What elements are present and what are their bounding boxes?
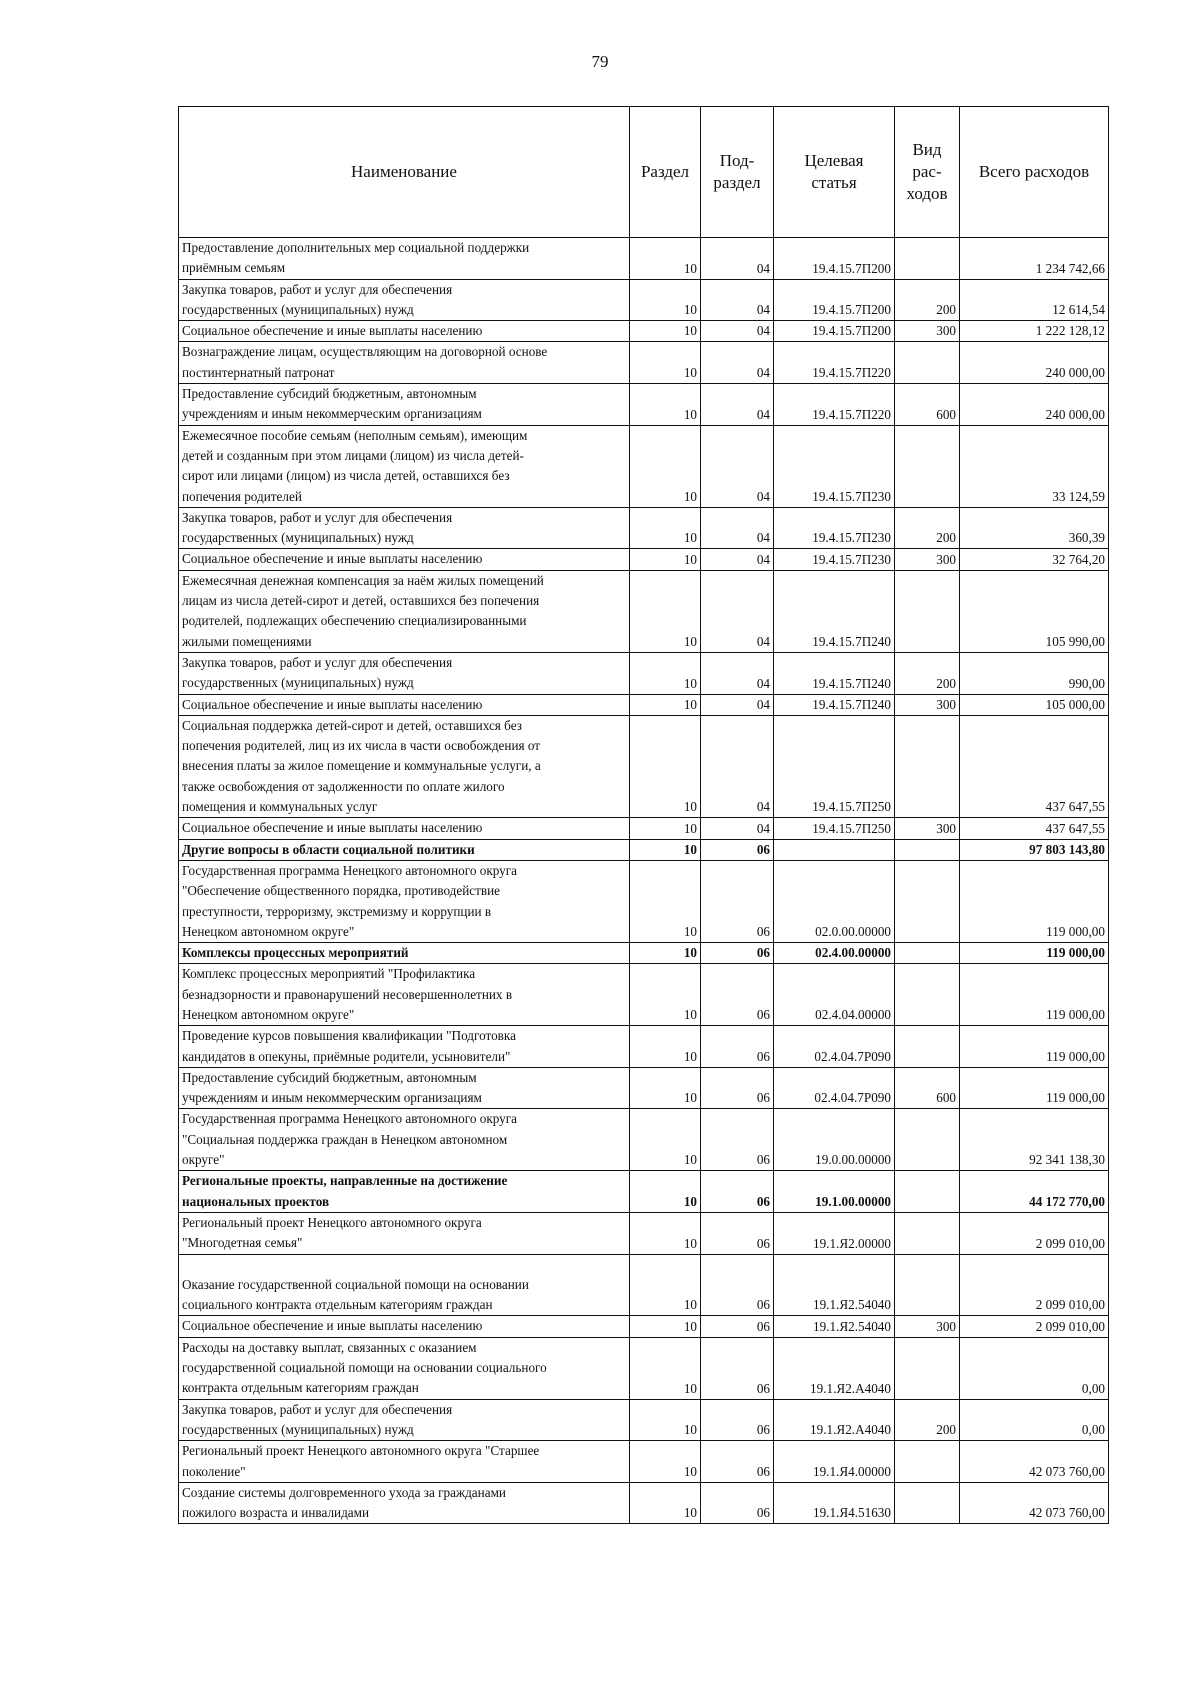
cell-tselevaya: 19.0.00.00000 (774, 1109, 895, 1171)
cell-podrazdel: 04 (701, 238, 774, 280)
cell-razdel: 10 (630, 425, 701, 507)
cell-tselevaya: 19.4.15.7П220 (774, 342, 895, 384)
cell-name: Закупка товаров, работ и услуг для обеспечения государственных (муниципальных) нужд (179, 279, 630, 321)
cell-tselevaya: 19.4.15.7П200 (774, 238, 895, 280)
cell-razdel: 10 (630, 1212, 701, 1254)
cell-podrazdel: 06 (701, 943, 774, 964)
cell-razdel: 10 (630, 1441, 701, 1483)
cell-tselevaya: 19.1.Я4.51630 (774, 1482, 895, 1524)
table-row (179, 1482, 1109, 1524)
cell-tselevaya: 19.1.00.00000 (774, 1171, 895, 1213)
cell-vid (895, 1171, 960, 1213)
cell-total: 437 647,55 (960, 818, 1109, 839)
cell-podrazdel: 06 (701, 1254, 774, 1316)
table-row (179, 1254, 1109, 1316)
cell-podrazdel: 06 (701, 839, 774, 860)
cell-razdel: 10 (630, 694, 701, 715)
table-row (179, 860, 1109, 942)
header-tselevaya: Целевая статья (774, 107, 895, 238)
table-row (179, 1171, 1109, 1213)
cell-name: Комплексы процессных мероприятий (179, 943, 630, 964)
cell-name: Социальное обеспечение и иные выплаты населению (179, 321, 630, 342)
cell-name: Социальное обеспечение и иные выплаты населению (179, 694, 630, 715)
cell-razdel: 10 (630, 818, 701, 839)
cell-razdel: 10 (630, 279, 701, 321)
table-row (179, 279, 1109, 321)
table-row (179, 425, 1109, 507)
header-total: Всего расходов (960, 107, 1109, 238)
cell-vid (895, 839, 960, 860)
cell-razdel: 10 (630, 715, 701, 817)
cell-total: 119 000,00 (960, 1026, 1109, 1068)
cell-tselevaya: 19.1.Я2.54040 (774, 1316, 895, 1337)
cell-name: Ежемесячное пособие семьям (неполным семьям), имеющим детей и созданным при этом лицами (лицом) из числа детей- сирот или лицами (лицом) из числа детей, оставшихся без попечения родителей (179, 425, 630, 507)
cell-vid (895, 1337, 960, 1399)
cell-name: Вознаграждение лицам, осуществляющим на договорной основе постинтернатный патронат (179, 342, 630, 384)
cell-name: Региональный проект Ненецкого автономного округа "Старшее поколение" (179, 1441, 630, 1483)
cell-podrazdel: 06 (701, 1399, 774, 1441)
table-row (179, 1316, 1109, 1337)
cell-total: 12 614,54 (960, 279, 1109, 321)
cell-podrazdel: 04 (701, 279, 774, 321)
cell-name: Предоставление дополнительных мер социальной поддержки приёмным семьям (179, 238, 630, 280)
cell-vid (895, 715, 960, 817)
table-row (179, 943, 1109, 964)
cell-podrazdel: 04 (701, 818, 774, 839)
cell-podrazdel: 04 (701, 570, 774, 652)
table-row (179, 652, 1109, 694)
cell-podrazdel: 04 (701, 715, 774, 817)
cell-tselevaya: 19.1.Я2.А4040 (774, 1399, 895, 1441)
cell-total: 119 000,00 (960, 860, 1109, 942)
cell-name: Государственная программа Ненецкого автономного округа "Обеспечение общественного порядка, противодействие преступности, терроризму, экстремизму и коррупции в Ненецком автономном округе" (179, 860, 630, 942)
cell-podrazdel: 04 (701, 425, 774, 507)
cell-total: 42 073 760,00 (960, 1441, 1109, 1483)
cell-vid: 300 (895, 549, 960, 570)
cell-tselevaya: 19.4.15.7П240 (774, 570, 895, 652)
header-vid: Вид рас- ходов (895, 107, 960, 238)
cell-total: 2 099 010,00 (960, 1316, 1109, 1337)
cell-razdel: 10 (630, 321, 701, 342)
cell-podrazdel: 04 (701, 507, 774, 549)
cell-vid (895, 860, 960, 942)
cell-total: 105 990,00 (960, 570, 1109, 652)
cell-tselevaya: 02.4.04.7Р090 (774, 1026, 895, 1068)
cell-name: Закупка товаров, работ и услуг для обеспечения государственных (муниципальных) нужд (179, 652, 630, 694)
cell-name: Ежемесячная денежная компенсация за наём жилых помещений лицам из числа детей-сирот и детей, оставшихся без попечения родителей, подлежащих обеспечению специализированными жилыми помещениями (179, 570, 630, 652)
table-row (179, 321, 1109, 342)
table-row (179, 715, 1109, 817)
cell-total: 990,00 (960, 652, 1109, 694)
cell-tselevaya: 19.4.15.7П220 (774, 384, 895, 426)
table-body (179, 238, 1109, 1524)
cell-razdel: 10 (630, 507, 701, 549)
cell-vid (895, 1212, 960, 1254)
cell-total: 2 099 010,00 (960, 1254, 1109, 1316)
table-row (179, 1337, 1109, 1399)
cell-razdel: 10 (630, 964, 701, 1026)
cell-razdel: 10 (630, 384, 701, 426)
cell-total: 92 341 138,30 (960, 1109, 1109, 1171)
cell-podrazdel: 04 (701, 342, 774, 384)
cell-podrazdel: 06 (701, 964, 774, 1026)
cell-vid (895, 425, 960, 507)
cell-total: 44 172 770,00 (960, 1171, 1109, 1213)
cell-vid: 300 (895, 818, 960, 839)
table-row (179, 839, 1109, 860)
cell-razdel: 10 (630, 943, 701, 964)
cell-name: Комплекс процессных мероприятий "Профилактика безнадзорности и правонарушений несовершеннолетних в Ненецком автономном округе" (179, 964, 630, 1026)
cell-razdel: 10 (630, 1109, 701, 1171)
cell-tselevaya: 19.4.15.7П250 (774, 818, 895, 839)
cell-razdel: 10 (630, 1254, 701, 1316)
page-number: 79 (591, 52, 609, 71)
header-podrazdel: Под- раздел (701, 107, 774, 238)
cell-vid: 300 (895, 321, 960, 342)
table-row (179, 549, 1109, 570)
cell-name: Социальное обеспечение и иные выплаты населению (179, 549, 630, 570)
cell-total: 2 099 010,00 (960, 1212, 1109, 1254)
cell-name: Социальное обеспечение и иные выплаты населению (179, 818, 630, 839)
cell-vid (895, 964, 960, 1026)
cell-podrazdel: 04 (701, 384, 774, 426)
cell-vid (895, 1109, 960, 1171)
table-row (179, 1212, 1109, 1254)
cell-tselevaya (774, 839, 895, 860)
cell-name: Закупка товаров, работ и услуг для обеспечения государственных (муниципальных) нужд (179, 1399, 630, 1441)
cell-podrazdel: 04 (701, 694, 774, 715)
cell-tselevaya: 19.4.15.7П200 (774, 321, 895, 342)
cell-name: Закупка товаров, работ и услуг для обеспечения государственных (муниципальных) нужд (179, 507, 630, 549)
cell-vid: 200 (895, 279, 960, 321)
cell-tselevaya: 19.4.15.7П230 (774, 549, 895, 570)
cell-total: 42 073 760,00 (960, 1482, 1109, 1524)
cell-name: Региональные проекты, направленные на достижение национальных проектов (179, 1171, 630, 1213)
cell-tselevaya: 02.4.04.00000 (774, 964, 895, 1026)
cell-razdel: 10 (630, 1482, 701, 1524)
cell-vid (895, 238, 960, 280)
cell-name: Региональный проект Ненецкого автономного округа "Многодетная семья" (179, 1212, 630, 1254)
cell-razdel: 10 (630, 570, 701, 652)
cell-tselevaya: 19.4.15.7П240 (774, 694, 895, 715)
cell-podrazdel: 06 (701, 1482, 774, 1524)
cell-razdel: 10 (630, 238, 701, 280)
table-row (179, 238, 1109, 280)
cell-podrazdel: 04 (701, 652, 774, 694)
cell-razdel: 10 (630, 1067, 701, 1109)
table-header-row (179, 107, 1109, 238)
cell-tselevaya: 19.1.Я2.А4040 (774, 1337, 895, 1399)
cell-podrazdel: 04 (701, 549, 774, 570)
cell-tselevaya: 19.4.15.7П230 (774, 425, 895, 507)
cell-tselevaya: 02.4.04.7Р090 (774, 1067, 895, 1109)
cell-total: 1 234 742,66 (960, 238, 1109, 280)
cell-razdel: 10 (630, 1316, 701, 1337)
cell-razdel: 10 (630, 1026, 701, 1068)
cell-total: 437 647,55 (960, 715, 1109, 817)
cell-name: Проведение курсов повышения квалификации "Подготовка кандидатов в опекуны, приёмные родители, усыновители" (179, 1026, 630, 1068)
cell-name: Оказание государственной социальной помощи на основании социального контракта отдельным категориям граждан (179, 1254, 630, 1316)
table-row (179, 964, 1109, 1026)
cell-name: Расходы на доставку выплат, связанных с оказанием государственной социальной помощи на основании социального контракта отдельным категориям граждан (179, 1337, 630, 1399)
cell-vid: 300 (895, 694, 960, 715)
cell-total: 105 000,00 (960, 694, 1109, 715)
cell-tselevaya: 02.0.00.00000 (774, 860, 895, 942)
cell-tselevaya: 19.4.15.7П250 (774, 715, 895, 817)
cell-name: Создание системы долговременного ухода за гражданами пожилого возраста и инвалидами (179, 1482, 630, 1524)
table-row (179, 1399, 1109, 1441)
table-row (179, 1067, 1109, 1109)
cell-podrazdel: 06 (701, 1441, 774, 1483)
table-row (179, 384, 1109, 426)
cell-total: 33 124,59 (960, 425, 1109, 507)
cell-total: 32 764,20 (960, 549, 1109, 570)
table-row (179, 570, 1109, 652)
cell-tselevaya: 19.4.15.7П200 (774, 279, 895, 321)
cell-podrazdel: 06 (701, 1212, 774, 1254)
cell-total: 240 000,00 (960, 342, 1109, 384)
table-row (179, 507, 1109, 549)
cell-total: 97 803 143,80 (960, 839, 1109, 860)
cell-total: 119 000,00 (960, 964, 1109, 1026)
cell-vid: 200 (895, 652, 960, 694)
cell-razdel: 10 (630, 839, 701, 860)
cell-tselevaya: 19.4.15.7П240 (774, 652, 895, 694)
cell-vid (895, 570, 960, 652)
cell-podrazdel: 06 (701, 1109, 774, 1171)
cell-name: Социальное обеспечение и иные выплаты населению (179, 1316, 630, 1337)
cell-vid (895, 943, 960, 964)
cell-name: Другие вопросы в области социальной политики (179, 839, 630, 860)
cell-razdel: 10 (630, 1171, 701, 1213)
header-name: Наименование (179, 107, 630, 238)
cell-total: 119 000,00 (960, 1067, 1109, 1109)
cell-total: 0,00 (960, 1399, 1109, 1441)
cell-podrazdel: 06 (701, 860, 774, 942)
cell-vid (895, 1254, 960, 1316)
cell-razdel: 10 (630, 860, 701, 942)
cell-vid: 600 (895, 1067, 960, 1109)
cell-vid (895, 342, 960, 384)
cell-vid (895, 1441, 960, 1483)
cell-vid: 200 (895, 507, 960, 549)
cell-total: 1 222 128,12 (960, 321, 1109, 342)
table-row (179, 818, 1109, 839)
cell-total: 240 000,00 (960, 384, 1109, 426)
cell-tselevaya: 19.1.Я4.00000 (774, 1441, 895, 1483)
cell-podrazdel: 04 (701, 321, 774, 342)
cell-tselevaya: 02.4.00.00000 (774, 943, 895, 964)
cell-razdel: 10 (630, 1399, 701, 1441)
table-row (179, 1109, 1109, 1171)
cell-name: Предоставление субсидий бюджетным, автономным учреждениям и иным некоммерческим организациям (179, 384, 630, 426)
cell-podrazdel: 06 (701, 1026, 774, 1068)
table-row (179, 1441, 1109, 1483)
cell-name: Предоставление субсидий бюджетным, автономным учреждениям и иным некоммерческим организациям (179, 1067, 630, 1109)
cell-vid (895, 1026, 960, 1068)
cell-tselevaya: 19.4.15.7П230 (774, 507, 895, 549)
header-razdel: Раздел (630, 107, 701, 238)
cell-name: Государственная программа Ненецкого автономного округа "Социальная поддержка граждан в Ненецком автономном округе" (179, 1109, 630, 1171)
cell-podrazdel: 06 (701, 1316, 774, 1337)
budget-table (178, 106, 1109, 1524)
cell-vid: 300 (895, 1316, 960, 1337)
cell-razdel: 10 (630, 549, 701, 570)
cell-razdel: 10 (630, 652, 701, 694)
cell-vid (895, 1482, 960, 1524)
table-row (179, 1026, 1109, 1068)
cell-name: Социальная поддержка детей-сирот и детей, оставшихся без попечения родителей, лиц из их числа в части освобождения от внесения платы за жилое помещение и коммунальные услуги, а также освобождения от задолженности по оплате жилого помещения и коммунальных услуг (179, 715, 630, 817)
table-row (179, 694, 1109, 715)
cell-total: 360,39 (960, 507, 1109, 549)
cell-total: 0,00 (960, 1337, 1109, 1399)
cell-vid: 200 (895, 1399, 960, 1441)
cell-podrazdel: 06 (701, 1067, 774, 1109)
cell-vid: 600 (895, 384, 960, 426)
cell-podrazdel: 06 (701, 1337, 774, 1399)
cell-tselevaya: 19.1.Я2.54040 (774, 1254, 895, 1316)
table-row (179, 342, 1109, 384)
cell-total: 119 000,00 (960, 943, 1109, 964)
cell-razdel: 10 (630, 342, 701, 384)
cell-podrazdel: 06 (701, 1171, 774, 1213)
cell-tselevaya: 19.1.Я2.00000 (774, 1212, 895, 1254)
cell-razdel: 10 (630, 1337, 701, 1399)
